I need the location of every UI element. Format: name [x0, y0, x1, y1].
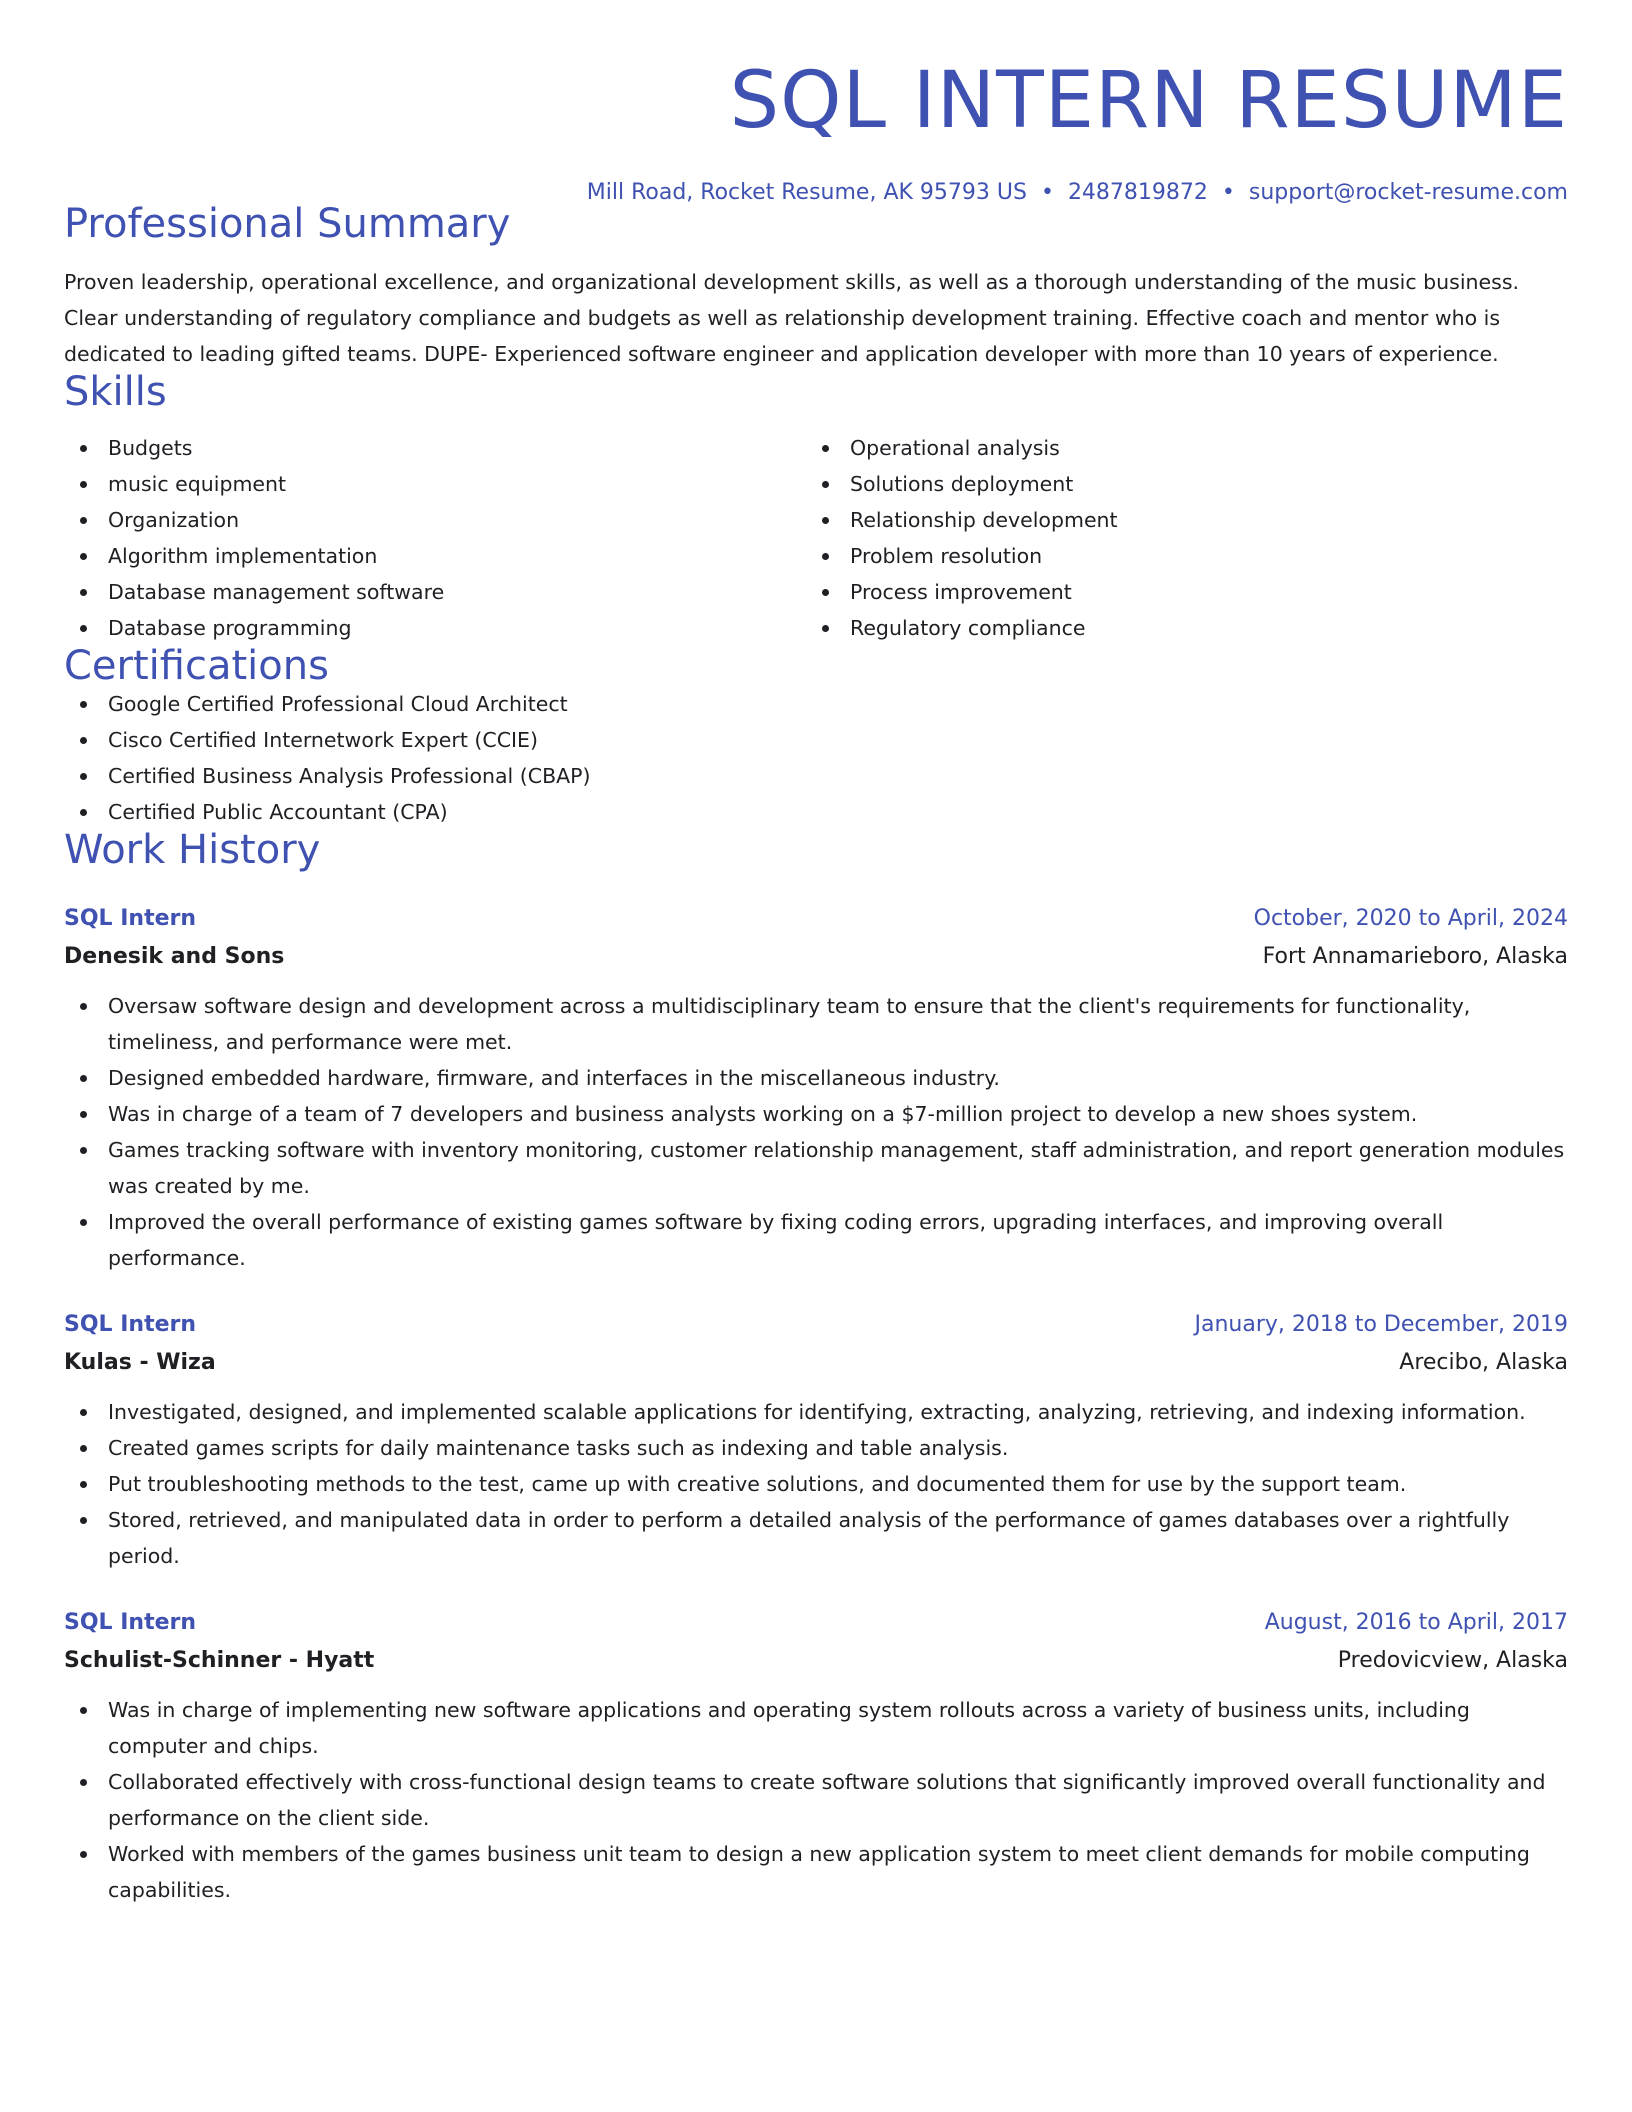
skill-item: Database management software: [64, 574, 806, 610]
certification-item: Certified Business Analysis Professional (CBAP): [64, 758, 1568, 794]
job-company: Kulas - Wiza: [64, 1350, 216, 1375]
job-entry: [64, 1306, 1568, 1574]
work-history-heading: Work History: [64, 827, 321, 873]
skills-columns: [64, 430, 1568, 646]
job-company-row: [64, 938, 1568, 976]
job-bullet: Collaborated effectively with cross-functional design teams to create software solutions that significantly improved overall functionality and performance on the client side.: [64, 1764, 1568, 1836]
job-bullet: Improved the overall performance of existing games software by fixing coding errors, upgrading interfaces, and improving overall performance.: [64, 1204, 1568, 1276]
skill-item: Operational analysis: [806, 430, 1548, 466]
contact-address: Mill Road, Rocket Resume, AK 95793 US: [586, 180, 1027, 205]
job-bullets: [64, 1394, 1568, 1574]
job-header-row: [64, 1604, 1568, 1642]
job-dates: October, 2020 to April, 2024: [1253, 906, 1568, 931]
skill-item: Database programming: [64, 610, 806, 646]
skills-heading: Skills: [64, 369, 167, 415]
job-entry: [64, 900, 1568, 1276]
job-bullet: Created games scripts for daily maintenance tasks such as indexing and table analysis.: [64, 1430, 1568, 1466]
resume-title: SQL INTERN RESUME: [729, 56, 1568, 146]
certification-item: Google Certified Professional Cloud Architect: [64, 686, 1568, 722]
job-header-row: [64, 900, 1568, 938]
certification-item: Cisco Certified Internetwork Expert (CCIE): [64, 722, 1568, 758]
job-entry: [64, 1604, 1568, 1908]
job-bullet: Worked with members of the games business unit team to design a new application system to meet client demands for mobile computing capabilities.: [64, 1836, 1568, 1908]
skill-item: Problem resolution: [806, 538, 1548, 574]
skill-item: Organization: [64, 502, 806, 538]
job-company-row: [64, 1642, 1568, 1680]
job-title: SQL Intern: [64, 1610, 197, 1635]
job-header-row: [64, 1306, 1568, 1344]
certification-item: Certified Public Accountant (CPA): [64, 794, 1568, 830]
job-bullet: Was in charge of a team of 7 developers and business analysts working on a $7-million project to develop a new shoes system.: [64, 1096, 1568, 1132]
job-company-row: [64, 1344, 1568, 1382]
resume-page: [64, 0, 1568, 1908]
job-bullets: [64, 1692, 1568, 1908]
skills-list-right: [806, 430, 1548, 646]
job-bullet: Stored, retrieved, and manipulated data in order to perform a detailed analysis of the performance of games databases over a rightfully period.: [64, 1502, 1568, 1574]
job-location: Arecibo, Alaska: [1399, 1350, 1568, 1375]
job-bullet: Games tracking software with inventory monitoring, customer relationship management, staff administration, and report generation modules was created by me.: [64, 1132, 1568, 1204]
skill-item: Algorithm implementation: [64, 538, 806, 574]
skills-list-left: [64, 430, 806, 646]
job-bullet: Was in charge of implementing new software applications and operating system rollouts across a variety of business units, including computer and chips.: [64, 1692, 1568, 1764]
job-dates: August, 2016 to April, 2017: [1264, 1610, 1568, 1635]
summary-text: Proven leadership, operational excellence, and organizational development skills, as well as a thorough understanding of the music business. Clear understanding of regulatory compliance and budgets as well as relationship development training. Effective coach and mentor who is dedicated to leading gifted teams. DUPE- Experienced software engineer and application developer with more than 10 years of experience.: [64, 270, 1520, 366]
skill-item: Solutions deployment: [806, 466, 1548, 502]
job-location: Predovicview, Alaska: [1337, 1648, 1568, 1673]
certifications-list: [64, 686, 1568, 830]
skill-item: Budgets: [64, 430, 806, 466]
skill-item: Regulatory compliance: [806, 610, 1548, 646]
contact-separator: •: [1221, 180, 1235, 205]
job-bullets: [64, 988, 1568, 1276]
contact-email: support@rocket-resume.com: [1248, 180, 1568, 205]
job-bullet: Put troubleshooting methods to the test, came up with creative solutions, and documented them for use by the support team.: [64, 1466, 1568, 1502]
skill-item: Relationship development: [806, 502, 1548, 538]
job-title: SQL Intern: [64, 1312, 197, 1337]
skill-item: music equipment: [64, 466, 806, 502]
job-title: SQL Intern: [64, 906, 197, 931]
contact-separator: •: [1040, 180, 1054, 205]
contact-phone: 2487819872: [1067, 180, 1208, 205]
certifications-heading: Certifications: [64, 643, 329, 689]
skill-item: Process improvement: [806, 574, 1548, 610]
job-company: Denesik and Sons: [64, 944, 285, 969]
job-dates: January, 2018 to December, 2019: [1194, 1312, 1568, 1337]
job-bullet: Investigated, designed, and implemented scalable applications for identifying, extracting, analyzing, retrieving, and indexing information.: [64, 1394, 1568, 1430]
job-bullet: Oversaw software design and development across a multidisciplinary team to ensure that the client's requirements for functionality, timeliness, and performance were met.: [64, 988, 1568, 1060]
job-bullet: Designed embedded hardware, firmware, and interfaces in the miscellaneous industry.: [64, 1060, 1568, 1096]
job-company: Schulist-Schinner - Hyatt: [64, 1648, 375, 1673]
summary-heading: Professional Summary: [64, 201, 511, 247]
job-location: Fort Annamarieboro, Alaska: [1262, 944, 1568, 969]
